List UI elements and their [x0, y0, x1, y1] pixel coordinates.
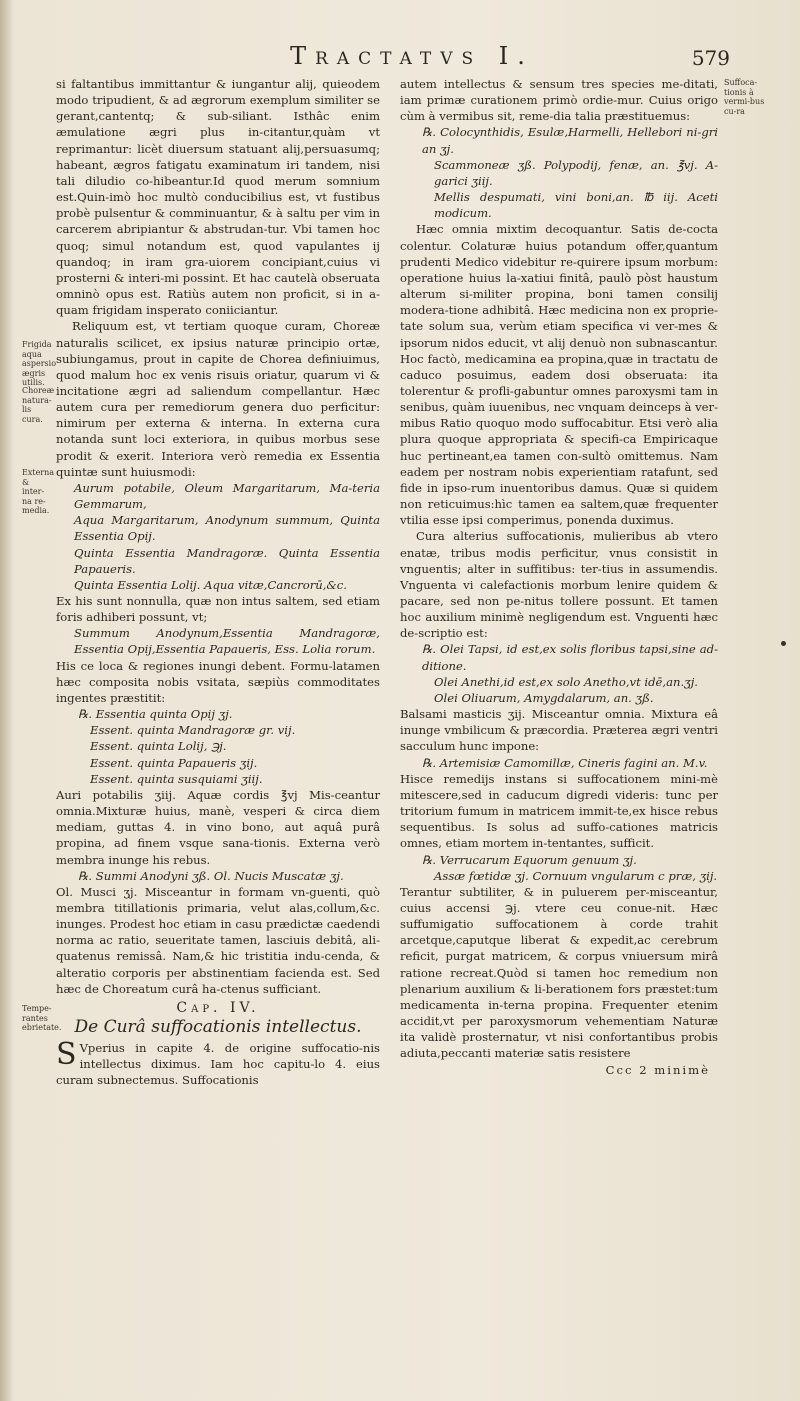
recipe-line: Essent. quinta Papaueris ʒij.: [90, 755, 258, 770]
marginal-note-tempering: Tempe-rantes ebrietate.: [22, 1004, 62, 1032]
recipe-line: Assæ fœtidæ ʒj. Cornuum vngularum c præ, ʒij.: [434, 868, 718, 883]
page-header: [60, 42, 764, 72]
binding-shadow: [0, 0, 14, 1401]
body-paragraph: Reliquum est, vt tertiam quoque curam, Choreæ naturalis scilicet, ex ipsius naturæ principio ortæ, subiungamus, prout in capite de Chorea definiuimus, quod malum hoc ex venis risuis oriatur, quarum vi & incitatione ægri ad saliendum compellantur. Hæc autem cura per remediorum genera duo perficitur: nimirum per externa & interna. In externa cura notanda sunt loci exteriora, in quibus morbus sese prodit & exerit. Interiora verò remedia ex Essentia quintæ sunt huiusmodi:: [56, 319, 380, 479]
ink-speck: [781, 641, 786, 646]
body-paragraph: Terantur subtiliter, & in puluerem per-misceantur, cuius accensi ℈j. vtere ceu conue-nit. Hæc suffumigatio suffocationem à corde trahit arcetque,caputque liberat & expedit,ac cerebrum reficit, purgat matricem, & corpus vniuersum mirâ ratione recreat.Quòd si tamen hoc remedium non plenarium auxilium & li-berationem fors præstet:tum medicamenta in-terna propina. Frequenter etenim accidit,vt per paroxysmorum vehementiam Naturæ ita validè prosternatur, vt nisi confortantibus probis adiuta,peccanti materiæ satis resistere: [400, 884, 718, 1061]
recipe-line: Quinta Essentia Mandragoræ. Quinta Essentia Papaueris.: [74, 545, 380, 576]
marginal-note-cold-water: Frigida aqua aspersio ægris utilis.: [22, 340, 57, 387]
page-number: 579: [691, 46, 730, 70]
recipe-line: Mellis despumati, vini boni,an. ℔ iij. Aceti modicum.: [434, 190, 718, 221]
body-paragraph: His ce loca & regiones inungi debent. Formu-latamen hæc composita nobis vsitata, sæpiùs commoditates ingentes præstitit:: [56, 658, 380, 705]
recipe-line: ℞. Colocynthidis, Esulæ,Harmelli, Hellebori ni-gri an ʒj.: [422, 125, 718, 156]
paragraph-with-initial: [56, 1037, 380, 1088]
recipe-line: ℞. Artemisiæ Camomillæ, Cineris fagini an. M.v.: [422, 755, 708, 770]
recipe-line: Olei Anethi,id est,ex solo Anetho,vt idē,an.ʒj.: [434, 674, 698, 689]
drop-cap-initial: S: [56, 1037, 77, 1073]
body-paragraph: autem intellectus & sensum tres species me-ditati, iam primæ curationem primò ordie-mur. Cuius origo cùm à vermibus sit, reme-dia talia præstituemus:: [400, 77, 718, 124]
right-text-column: [400, 76, 718, 1078]
recipe-line: Essent. quinta Mandragoræ gr. vij.: [90, 723, 296, 738]
recipe-line: Aurum potabile, Oleum Margaritarum, Ma-teria Gemmarum,: [74, 480, 380, 512]
recipe-line: Olei Oliuarum, Amygdalarum, an. ʒß.: [434, 690, 654, 705]
left-text-column: [56, 76, 380, 1089]
body-paragraph: Cura alterius suffocationis, mulieribus ab vtero enatæ, tribus modis perficitur, vnus consistit in vnguentis; alter in suffitibus: ter-tius in assumendis. Vnguenta vi calefactionis morbum lenire quidem & pacare, sed non pe-nitus tollere possunt. Et tamen hoc auxilium minimè negligendum est. Vnguenti hæc de-scriptio est:: [400, 529, 718, 641]
body-paragraph: Balsami masticis ʒij. Misceantur omnia. Mixtura eâ inunge vmbilicum & præcordia. Præterea ægri ventri sacculum hunc impone:: [400, 707, 718, 754]
chapter-title: De Curâ suffocationis intellectus.: [74, 1017, 362, 1038]
marginal-note-worm-cure: Suffoca-tionis à vermi-bus cu-ra: [724, 78, 765, 116]
marginal-note-chorea-cure: Choreæ natura-lis cura.: [22, 386, 55, 424]
recipe-line: Aqua Margaritarum, Anodynum summum, Quinta Essentia Opij.: [74, 513, 380, 544]
body-paragraph: si faltantibus immittantur & iungantur alij, quieodem modo tripudient, & ad ægrorum exemplum similiter se gerant,cantentq; & sub-siliant. Isthâc enim æmulatione ægri plus in-citantur,quàm vt reprimantur: licèt diuersum statuant alij,persuasumq; habeant, ægros fatigatu examinatum iri tandem, nisi tali diludio co-hibeantur.Id quod merum somnium est.Quin-imò hoc multò conducibilius est, vt fustibus probè pulsentur & comminuantur, & à saltu per vim in carcerem abripiantur & abstrudan-tur. Vbi tamen hoc quoq; simul notandum est, quod vapulantes ij quandoq; in iram gra-uiorem concipiant,cuius vi prosterni & interi-mi possint. Et hac cautelà obseruata omninò opus est. Ratiùs autem non proficit, si in a-quam frigidam insperato coniiciantur.: [56, 77, 380, 318]
body-paragraph: Auri potabilis ʒiij. Aquæ cordis ℥vj Mis-ceantur omnia.Mixturæ huius, manè, vesperi & circa diem mediam, guttas 4. in vino bono, aut aquâ purâ propina, ad finem vsque sana-tionis. Externa verò membra inunge his rebus.: [56, 787, 380, 867]
recipe-line: ℞. Summi Anodyni ʒß. Ol. Nucis Muscatæ ʒj.: [78, 868, 344, 883]
recipe-line: Quinta Essentia Lolij. Aqua vitæ,Cancrorū,&c.: [74, 577, 347, 592]
body-paragraph: Hisce remedijs instans si suffocationem mini-mè mitescere,sed in caducum digredi videris: tunc per tritorium fumum in matricem immit-te,ex hisce rebus sequentibus. Is solus ad suffo-cationes matricis omnes, etiam mortem in-tentantes, sufficit.: [400, 771, 718, 851]
body-paragraph: Hæc omnia mixtim decoquantur. Satis de-cocta colentur. Colaturæ huius potandum offer,quantum prudenti Medico videbitur re-quirere ipsum morbum: operatione huius la-xatiui finitâ, paulò pòst haustum alterum si-militer propina, boni tamen consilij modera-tione adhibitâ. Hæc medicina non ex proprie-tate solum sua, verùm etiam specifica vi ver-mes & ipsorum nidos educit, vt alij denuò non subnascantur. Hoc factò, medicamina ea propina,quæ in tractatu de caduco posuimus, eadem dosi obseruata: ita tolerentur & profli-gabuntur omnes paroxysmi tam in senibus, quàm iuuenibus, nec vnquam deinceps à ver-mibus Ratio quoquo modo suffocabitur. Etsi verò alia plura quoque appropriata & specifi-ca Empiricaque huc pertineant,ea tamen con-sultò omittemus. Nam eadem per nostram nobis experientiam ratafunt, sed fide in ipso-rum inuentoribus damus. Quæ si quidem non reticuimus:hìc tamen ea saltem,quæ frequenter vtilia esse ipsi comperimus, ponenda duximus.: [400, 222, 718, 528]
paragraph-text: Vperius in capite 4. de origine suffocatio-nis intellectus diximus. Iam hoc capitu-lo 4. eius curam subnectemus. Suffocationis: [56, 1041, 380, 1088]
body-paragraph: Ex his sunt nonnulla, quæ non intus saltem, sed etiam foris adhiberi possunt, vt;: [56, 594, 380, 625]
recipe-line: Essent. quinta Lolij, ℈j.: [90, 739, 227, 754]
recipe-line: Essent. quinta susquiami ʒiij.: [90, 771, 263, 786]
recipe-line: ℞. Verrucarum Equorum genuum ʒj.: [422, 852, 637, 867]
recipe-line: Scammoneæ ʒß. Polypodij, fenæ, an. ℥vj. A-garici ʒiij.: [434, 157, 718, 188]
recipe-line: Summum Anodynum,Essentia Mandragoræ, Essentia Opij,Essentia Papaueris, Ess. Lolia rorum.: [74, 626, 380, 657]
running-title: Tractatvs I.: [290, 42, 534, 70]
body-paragraph: Ol. Musci ʒj. Misceantur in formam vn-guenti, quò membra titillationis primaria, velut alas,collum,&c. inunges. Prodest hoc etiam in casu prædictæ caedendi norma ac ratio, seueritate tamen, lasciuis debitâ, ali-quatenus remissâ. Nam,& hic tristitia indu-cenda, & alteratio corporis per abstinentiam facienda est. Sed hæc de Choreatum curâ ha-ctenus sufficiant.: [56, 884, 380, 996]
recipe-line: ℞. Olei Tapsi, id est,ex solis floribus tapsi,sine ad-ditione.: [422, 642, 718, 673]
marginal-note-remedies: Externa & inter-na re-media.: [22, 468, 55, 515]
chapter-heading: Cap. IV.: [176, 999, 260, 1016]
catchword-signature: Ccc 2 minimè: [605, 1062, 710, 1077]
recipe-line: ℞. Essentia quinta Opij ʒj.: [78, 707, 233, 722]
